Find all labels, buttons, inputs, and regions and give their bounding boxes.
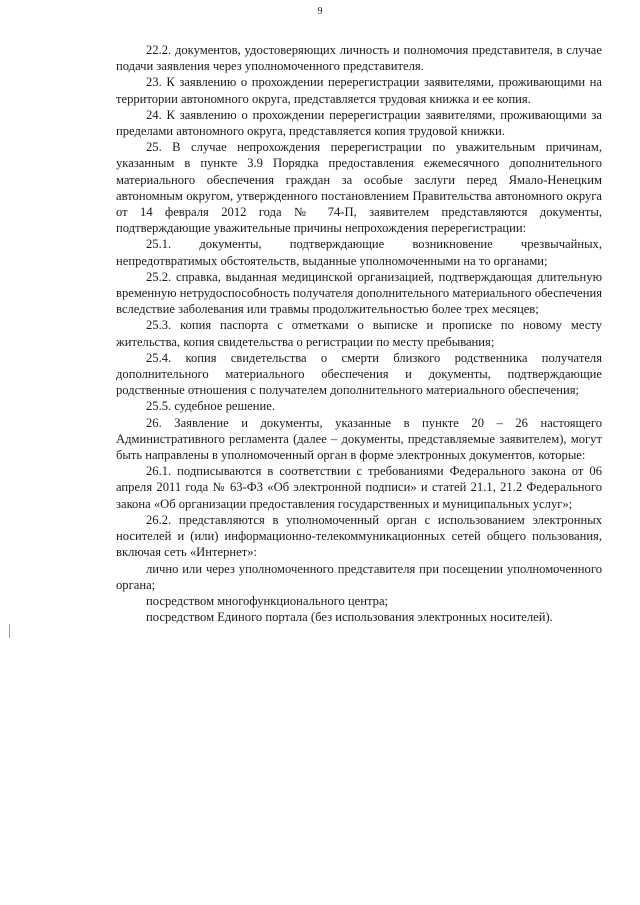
paragraph-25-1: 25.1. документы, подтверждающие возникновение чрезвычайных, непредотвратимых обстоятельств, выданные уполномоченными на то органами;	[116, 237, 602, 268]
paragraph-25-2: 25.2. справка, выданная медицинской организацией, подтверждающая длительную временную нетрудоспособность получателя дополнительного материального обеспечения вследствие заболевания или травмы продолжительностью более трех месяцев;	[116, 269, 602, 317]
paragraph-26: 26. Заявление и документы, указанные в пункте 20 – 26 настоящего Административного регламента (далее – документы, представляемые заявителем), могут быть направлены в уполномоченный орган в форме электронных документов, которые:	[116, 415, 602, 463]
list-item-portal: посредством Единого портала (без использования электронных носителей).	[146, 610, 553, 625]
paragraph-24: 24. К заявлению о прохождении перерегистрации заявителями, проживающими за пределами автономного округа, представляется копия трудовой книжки.	[116, 107, 602, 139]
document-body	[116, 42, 602, 625]
paragraph-25-5: 25.5. судебное решение.	[146, 399, 275, 414]
paragraph-23: 23. К заявлению о прохождении перерегистрации заявителями, проживающими на территории автономного округа, представляется трудовая книжка и ее копия.	[116, 75, 602, 106]
page-number: 9	[317, 6, 323, 17]
paragraph-22-2: 22.2. документов, удостоверяющих личность и полномочия представителя, в случае подачи заявления через уполномоченного представителя.	[116, 43, 602, 74]
paragraph-25-3: 25.3. копия паспорта с отметками о выписке и прописке по новому месту жительства, копия свидетельства о регистрации по месту пребывания;	[116, 318, 602, 349]
scan-margin-mark	[9, 624, 10, 638]
paragraph-25: 25. В случае непрохождения перерегистрации по уважительным причинам, указанным в пункте 3.9 Порядка предоставления ежемесячного дополнительного материального обеспечения граждан за особые заслуги перед Ямало-Ненецким автономным округом, утвержденного постановлением Правительства автономного округа от 14 февраля 2012 года № 74-П, заявителем представляются документы, подтверждающие уважительные причины непрохождения перерегистрации:	[116, 140, 602, 236]
paragraph-25-4: 25.4. копия свидетельства о смерти близкого родственника получателя дополнительного материального обеспечения и документы, подтверждающие родственные отношения с получателем дополнительного материального обеспечения;	[116, 350, 602, 398]
paragraph-26-1: 26.1. подписываются в соответствии с требованиями Федерального закона от 06 апреля 2011 года № 63-ФЗ «Об электронной подписи» и статей 21.1, 21.2 Федерального закона «Об организации предоставления государственных и муниципальных услуг»;	[116, 464, 602, 511]
list-item-in-person: лично или через уполномоченного представителя при посещении уполномоченного органа;	[116, 561, 602, 592]
list-item-mfc: посредством многофункционального центра;	[146, 593, 389, 608]
paragraph-26-2: 26.2. представляются в уполномоченный орган с использованием электронных носителей и (или) информационно-телекоммуникационных сетей общего пользования, включая сеть «Интернет»:	[116, 512, 602, 560]
